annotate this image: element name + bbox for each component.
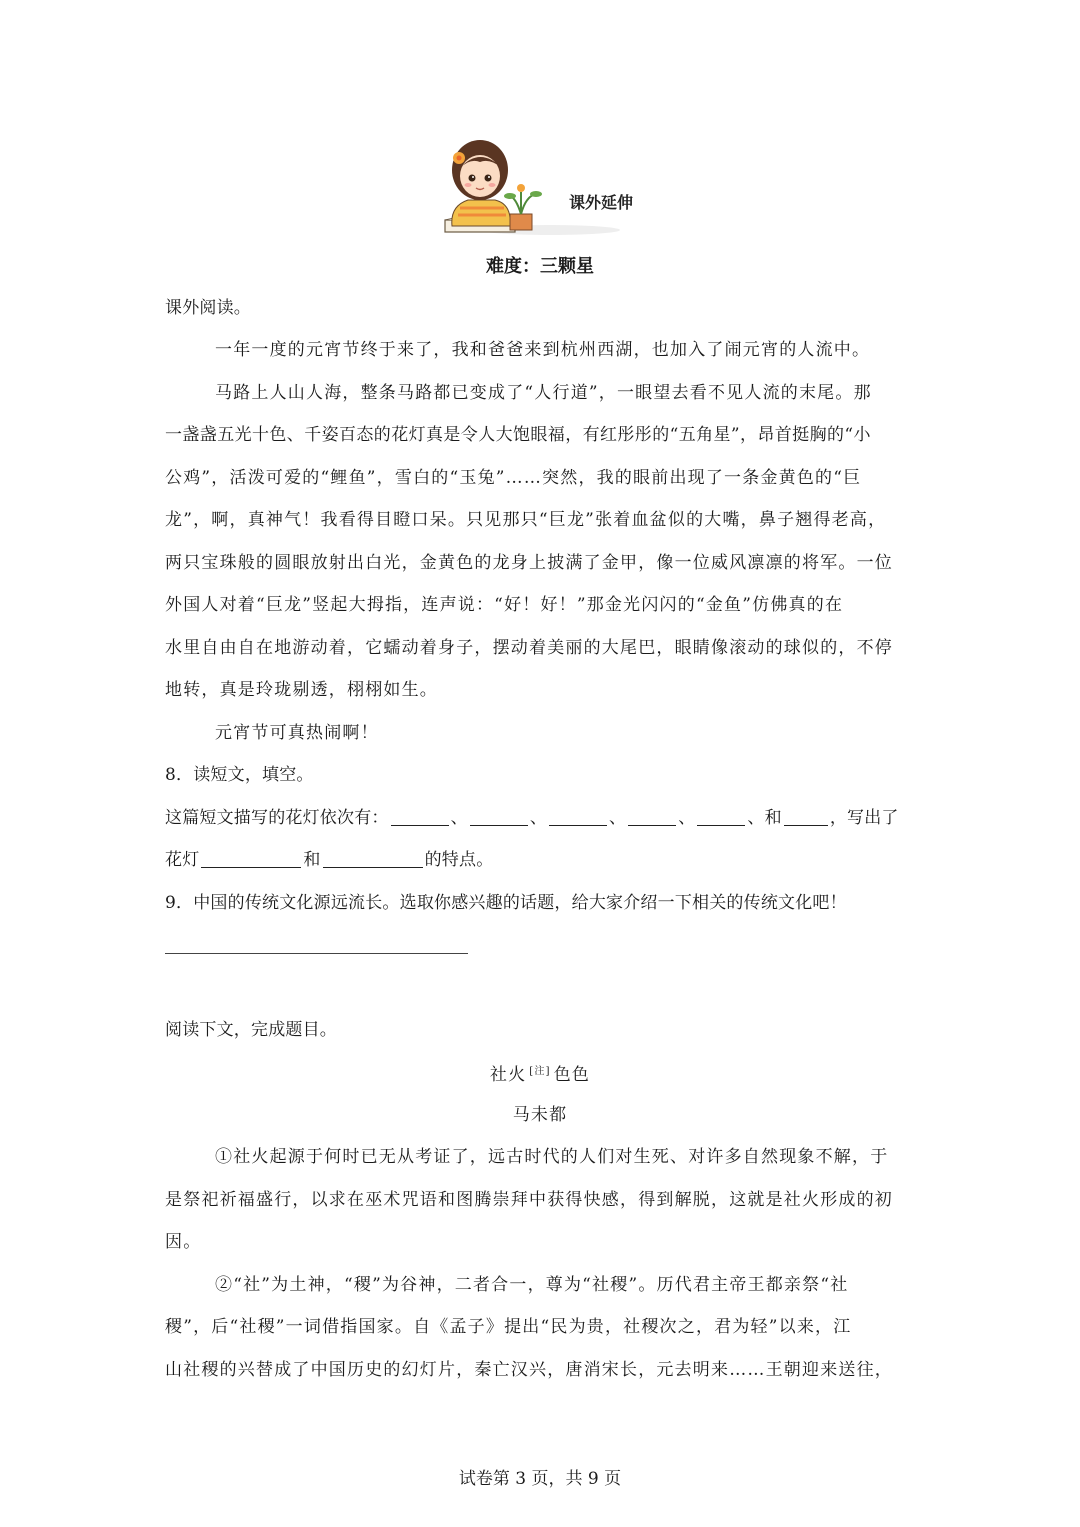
passage2-line: 山社稷的兴替成了中国历史的幻灯片，秦亡汉兴，唐消宋长，元去明来……王朝迎来送往， [165,1360,893,1380]
question8-line2 [165,848,925,872]
difficulty-label: 难度：三颗星 [486,256,594,277]
answer-blank[interactable] [391,807,449,826]
question8-suffix: ，写出了 [829,808,899,828]
separator-and: 和 [764,808,782,828]
answer-blank[interactable] [470,807,528,826]
passage2-line: 因。 [165,1232,202,1252]
passage1-line: 一年一度的元宵节终于来了，我和爸爸来到杭州西湖，也加入了闹元宵的人流中。 [215,340,871,360]
answer-blank[interactable] [628,807,676,826]
answer-blank[interactable] [549,807,607,826]
answer-blank[interactable] [323,849,423,868]
passage1-instruction: 课外阅读。 [165,298,251,318]
page-footer: 试卷第 3 页，共 9 页 [458,1469,622,1489]
answer-blank[interactable] [697,807,745,826]
passage2-author: 马未都 [512,1105,568,1125]
passage1-line: 外国人对着“巨龙”竖起大拇指，连声说：“好！好！”那金光闪闪的“金鱼”仿佛真的在 [165,595,844,615]
title-note: [注] [529,1066,551,1077]
passage1-line: 元宵节可真热闹啊！ [215,723,379,743]
separator: 、 [609,808,627,828]
question8-line1 [165,806,925,830]
passage1-line: 两只宝珠般的圆眼放射出白光，金黄色的龙身上披满了金甲，像一位威风凛凛的将军。一位 [165,553,893,573]
passage1-line: 水里自由自在地游动着，它蠕动着身子，摆动着美丽的大尾巴，眼睛像滚动的球似的，不停 [165,638,893,658]
passage2-title [0,1060,1080,1087]
passage1-line: 龙”，啊，真神气！我看得目瞪口呆。只见那只“巨龙”张着血盆似的大嘴，鼻子翘得老高， [165,510,887,530]
question8-line2-suffix: 的特点。 [424,850,494,870]
passage1-line: 地转，真是玲珑剔透，栩栩如生。 [165,680,438,700]
separator: 、 [678,808,696,828]
passage2-line: ②“社”为土神，“稷”为谷神，二者合一，尊为“社稷”。历代君主帝王都亲祭“社 [215,1275,849,1295]
question8-prefix: 这篇短文描写的花灯依次有： [165,808,389,828]
banner-title: 课外延伸 [569,193,634,212]
passage2-instruction: 阅读下文，完成题目。 [165,1020,337,1040]
separator: 、 [747,808,765,828]
question9-title: 9．中国的传统文化源远流长。选取你感兴趣的话题，给大家介绍一下相关的传统文化吧！ [165,893,847,913]
title-part-a: 社火 [489,1065,527,1085]
passage1-line: 马路上人山人海，整条马路都已变成了“人行道”，一眼望去看不见人流的末尾。那 [215,383,872,403]
passage2-line: 是祭祀祈福盛行，以求在巫术咒语和图腾崇拜中获得快感，得到解脱，这就是社火形成的初 [165,1190,893,1210]
separator: 、 [529,808,548,828]
passage2-line: ①社火起源于何时已无从考证了，远古时代的人们对生死、对许多自然现象不解，于 [215,1147,889,1167]
girl-reading-illustration [440,138,660,238]
passage1-line: 一盏盏五光十色、千姿百态的花灯真是令人大饱眼福，有红彤彤的“五角星”，昂首挺胸的“小 [165,425,871,445]
question8-line2-prefix: 花灯 [165,850,200,870]
passage2-line: 稷”，后“社稷”一词借指国家。自《孟子》提出“民为贵，社稷次之，君为轻”以来，江 [165,1317,852,1337]
passage1-line: 公鸡”，活泼可爱的“鲤鱼”，雪白的“玉兔”……突然，我的眼前出现了一条金黄色的“巨 [165,468,862,488]
answer-line[interactable] [165,953,468,954]
separator-and: 和 [303,850,321,870]
title-part-b: 色色 [553,1065,591,1085]
answer-blank[interactable] [784,807,828,826]
answer-blank[interactable] [201,849,301,868]
separator: 、 [450,808,468,828]
question8-title: 8．读短文，填空。 [165,765,314,785]
